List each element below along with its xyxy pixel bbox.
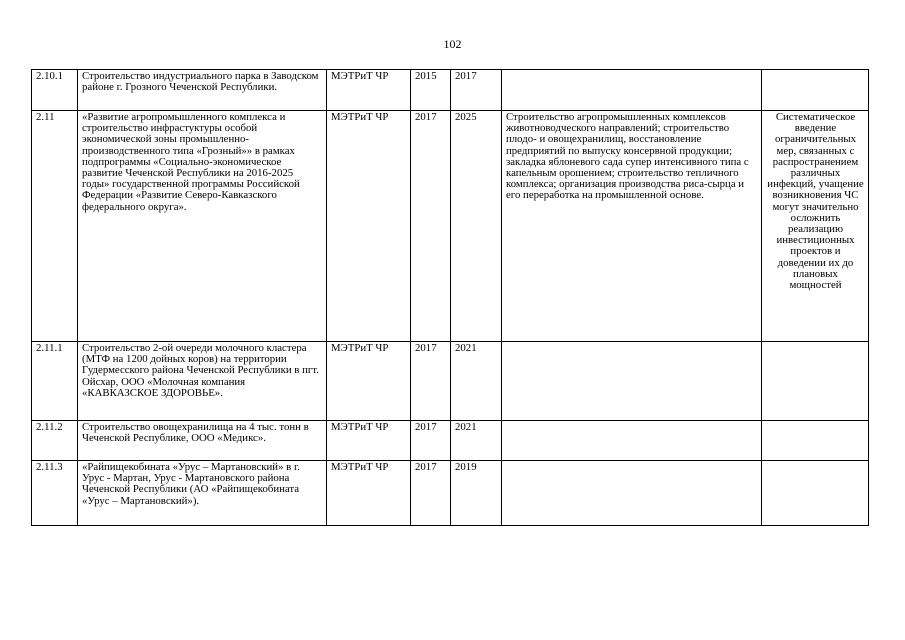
row-number: 2.11.1 (32, 342, 78, 421)
measures-table (31, 69, 869, 526)
expected-result (502, 342, 762, 421)
page-number: 102 (443, 37, 462, 51)
table-row (32, 421, 869, 461)
expected-result: Строительство агропромышленных комплексов животноводческого направлений; строительство плодо- и овощехранилищ, восстановление предприятий по выпуску консервной продукции; закладка яблоневого сада супер интенсивного типа с капельным орошением; строительство тепличного комплекса; организация производства риса-сырца и его переработка на промышленной основе. (502, 111, 762, 342)
expected-result (502, 461, 762, 526)
risk-description: Систематическое введение ограничительных мер, связанных с распространением различных инфекций, учащение возникновения ЧС могут значительно осложнить реализацию инвестиционных проектов и доведении их до плановых мощностей (762, 111, 869, 342)
row-number: 2.11.3 (32, 461, 78, 526)
expected-result (502, 70, 762, 111)
table-row (32, 461, 869, 526)
row-number: 2.11.2 (32, 421, 78, 461)
risk-description (762, 421, 869, 461)
measure-name: Строительство 2-ой очереди молочного кластера (МТФ на 1200 дойных коров) на территории Гудермесского района Чеченской Республики в пгт. Ойсхар, ООО «Молочная компания «КАВКАЗСКОЕ ЗДОРОВЬЕ». (78, 342, 327, 421)
responsible-org: МЭТРиТ ЧР (327, 70, 411, 111)
row-number: 2.11 (32, 111, 78, 342)
row-number: 2.10.1 (32, 70, 78, 111)
end-year: 2021 (451, 421, 502, 461)
start-year: 2017 (411, 111, 451, 342)
measure-name: Строительство индустриального парка в Заводском районе г. Грозного Чеченской Республики. (78, 70, 327, 111)
risk-description (762, 342, 869, 421)
end-year: 2019 (451, 461, 502, 526)
measure-name: «Райпищекобината «Урус – Мартановский» в г. Урус - Мартан, Урус - Мартановского района Чеченской Республики (АО «Райпищекобината «Урус – Мартановский»). (78, 461, 327, 526)
end-year: 2017 (451, 70, 502, 111)
measure-name: Строительство овощехранилища на 4 тыс. тонн в Чеченской Республике, ООО «Медикс». (78, 421, 327, 461)
risk-description (762, 461, 869, 526)
responsible-org: МЭТРиТ ЧР (327, 111, 411, 342)
start-year: 2015 (411, 70, 451, 111)
start-year: 2017 (411, 421, 451, 461)
end-year: 2025 (451, 111, 502, 342)
responsible-org: МЭТРиТ ЧР (327, 342, 411, 421)
expected-result (502, 421, 762, 461)
table-row (32, 342, 869, 421)
end-year: 2021 (451, 342, 502, 421)
table-row (32, 70, 869, 111)
responsible-org: МЭТРиТ ЧР (327, 421, 411, 461)
start-year: 2017 (411, 342, 451, 421)
risk-description (762, 70, 869, 111)
measure-name: «Развитие агропромышленного комплекса и строительство инфрастуктуры особой экономической зоны промышленно-производственного типа «Грозный»» в рамках подпрограммы «Социально-экономическое развитие Чеченской Республики на 2016-2025 годы» государственной программы Российской Федерации «Развитие Северо-Кавказского федерального округа». (78, 111, 327, 342)
table-row (32, 111, 869, 342)
start-year: 2017 (411, 461, 451, 526)
responsible-org: МЭТРиТ ЧР (327, 461, 411, 526)
